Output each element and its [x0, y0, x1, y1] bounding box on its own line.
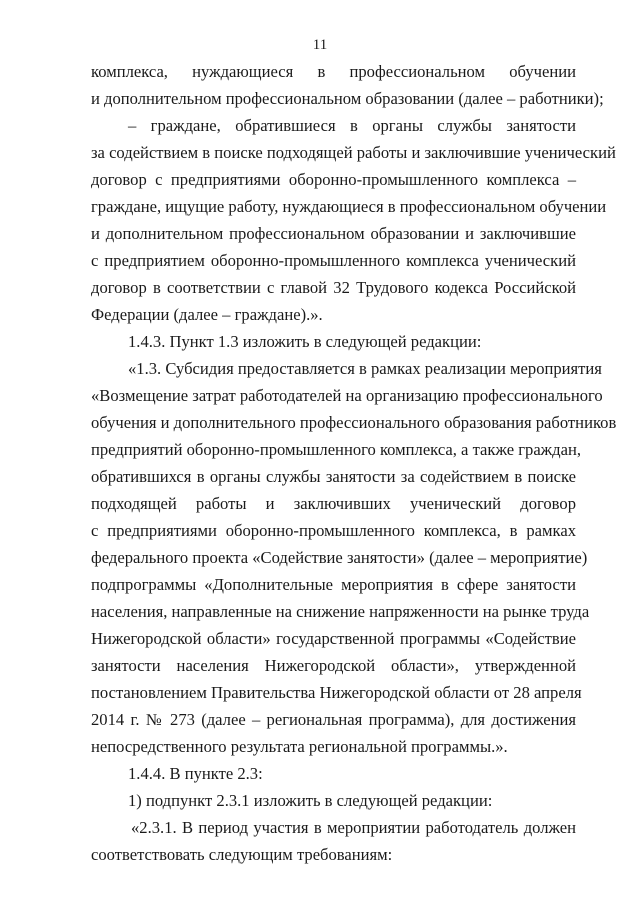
- text-line: граждане, ищущие работу, нуждающиеся в профессиональном обучении: [91, 197, 607, 216]
- text-line: постановлением Правительства Нижегородской области от 28 апреля: [91, 683, 582, 702]
- text-line: подходящей работы и заключивших ученический договор: [91, 494, 576, 513]
- text-line: за содействием в поиске подходящей работы и заключившие ученический: [91, 143, 616, 162]
- text-line: обучения и дополнительного профессионального образования работников: [91, 413, 617, 432]
- text-line: «1.3. Субсидия предоставляется в рамках реализации мероприятия: [128, 359, 602, 378]
- text-line: «Возмещение затрат работодателей на организацию профессионального: [91, 386, 603, 405]
- text-line: 1.4.3. Пункт 1.3 изложить в следующей редакции:: [128, 332, 482, 351]
- text-line: «2.3.1. В период участия в мероприятии работодатель должен: [131, 818, 576, 837]
- text-line: 1.4.4. В пункте 2.3:: [128, 764, 263, 783]
- text-line: договор в соответствии с главой 32 Трудового кодекса Российской: [91, 278, 576, 297]
- text-line: с предприятиями оборонно-промышленного комплекса, в рамках: [91, 521, 576, 540]
- text-line: обратившихся в органы службы занятости за содействием в поиске: [91, 467, 576, 486]
- page-number: 11: [312, 37, 328, 53]
- text-line: Федерации (далее – граждане).».: [91, 305, 323, 324]
- text-line: – граждане, обратившиеся в органы службы занятости: [128, 116, 576, 135]
- text-line: предприятий оборонно-промышленного комплекса, а также граждан,: [91, 440, 581, 459]
- text-line: с предприятием оборонно-промышленного комплекса ученический: [91, 251, 576, 270]
- text-line: договор с предприятиями оборонно-промышленного комплекса –: [91, 170, 576, 189]
- text-line: населения, направленные на снижение напряженности на рынке труда: [91, 602, 590, 621]
- text-line: непосредственного результата региональной программы.».: [91, 737, 508, 756]
- text-line: и дополнительном профессиональном образовании (далее – работники);: [91, 89, 604, 108]
- text-line: Нижегородской области» государственной программы «Содействие: [91, 629, 576, 648]
- text-line: подпрограммы «Дополнительные мероприятия в сфере занятости: [91, 575, 576, 594]
- text-line: комплекса, нуждающиеся в профессиональном обучении: [91, 62, 576, 81]
- text-line: 2014 г. № 273 (далее – региональная программа), для достижения: [91, 710, 576, 729]
- text-line: 1) подпункт 2.3.1 изложить в следующей редакции:: [128, 791, 493, 810]
- text-line: федерального проекта «Содействие занятости» (далее – мероприятие): [91, 548, 588, 567]
- text-line: и дополнительном профессиональном образовании и заключившие: [91, 224, 576, 243]
- text-line: соответствовать следующим требованиям:: [91, 845, 393, 864]
- text-line: занятости населения Нижегородской области», утвержденной: [91, 656, 576, 675]
